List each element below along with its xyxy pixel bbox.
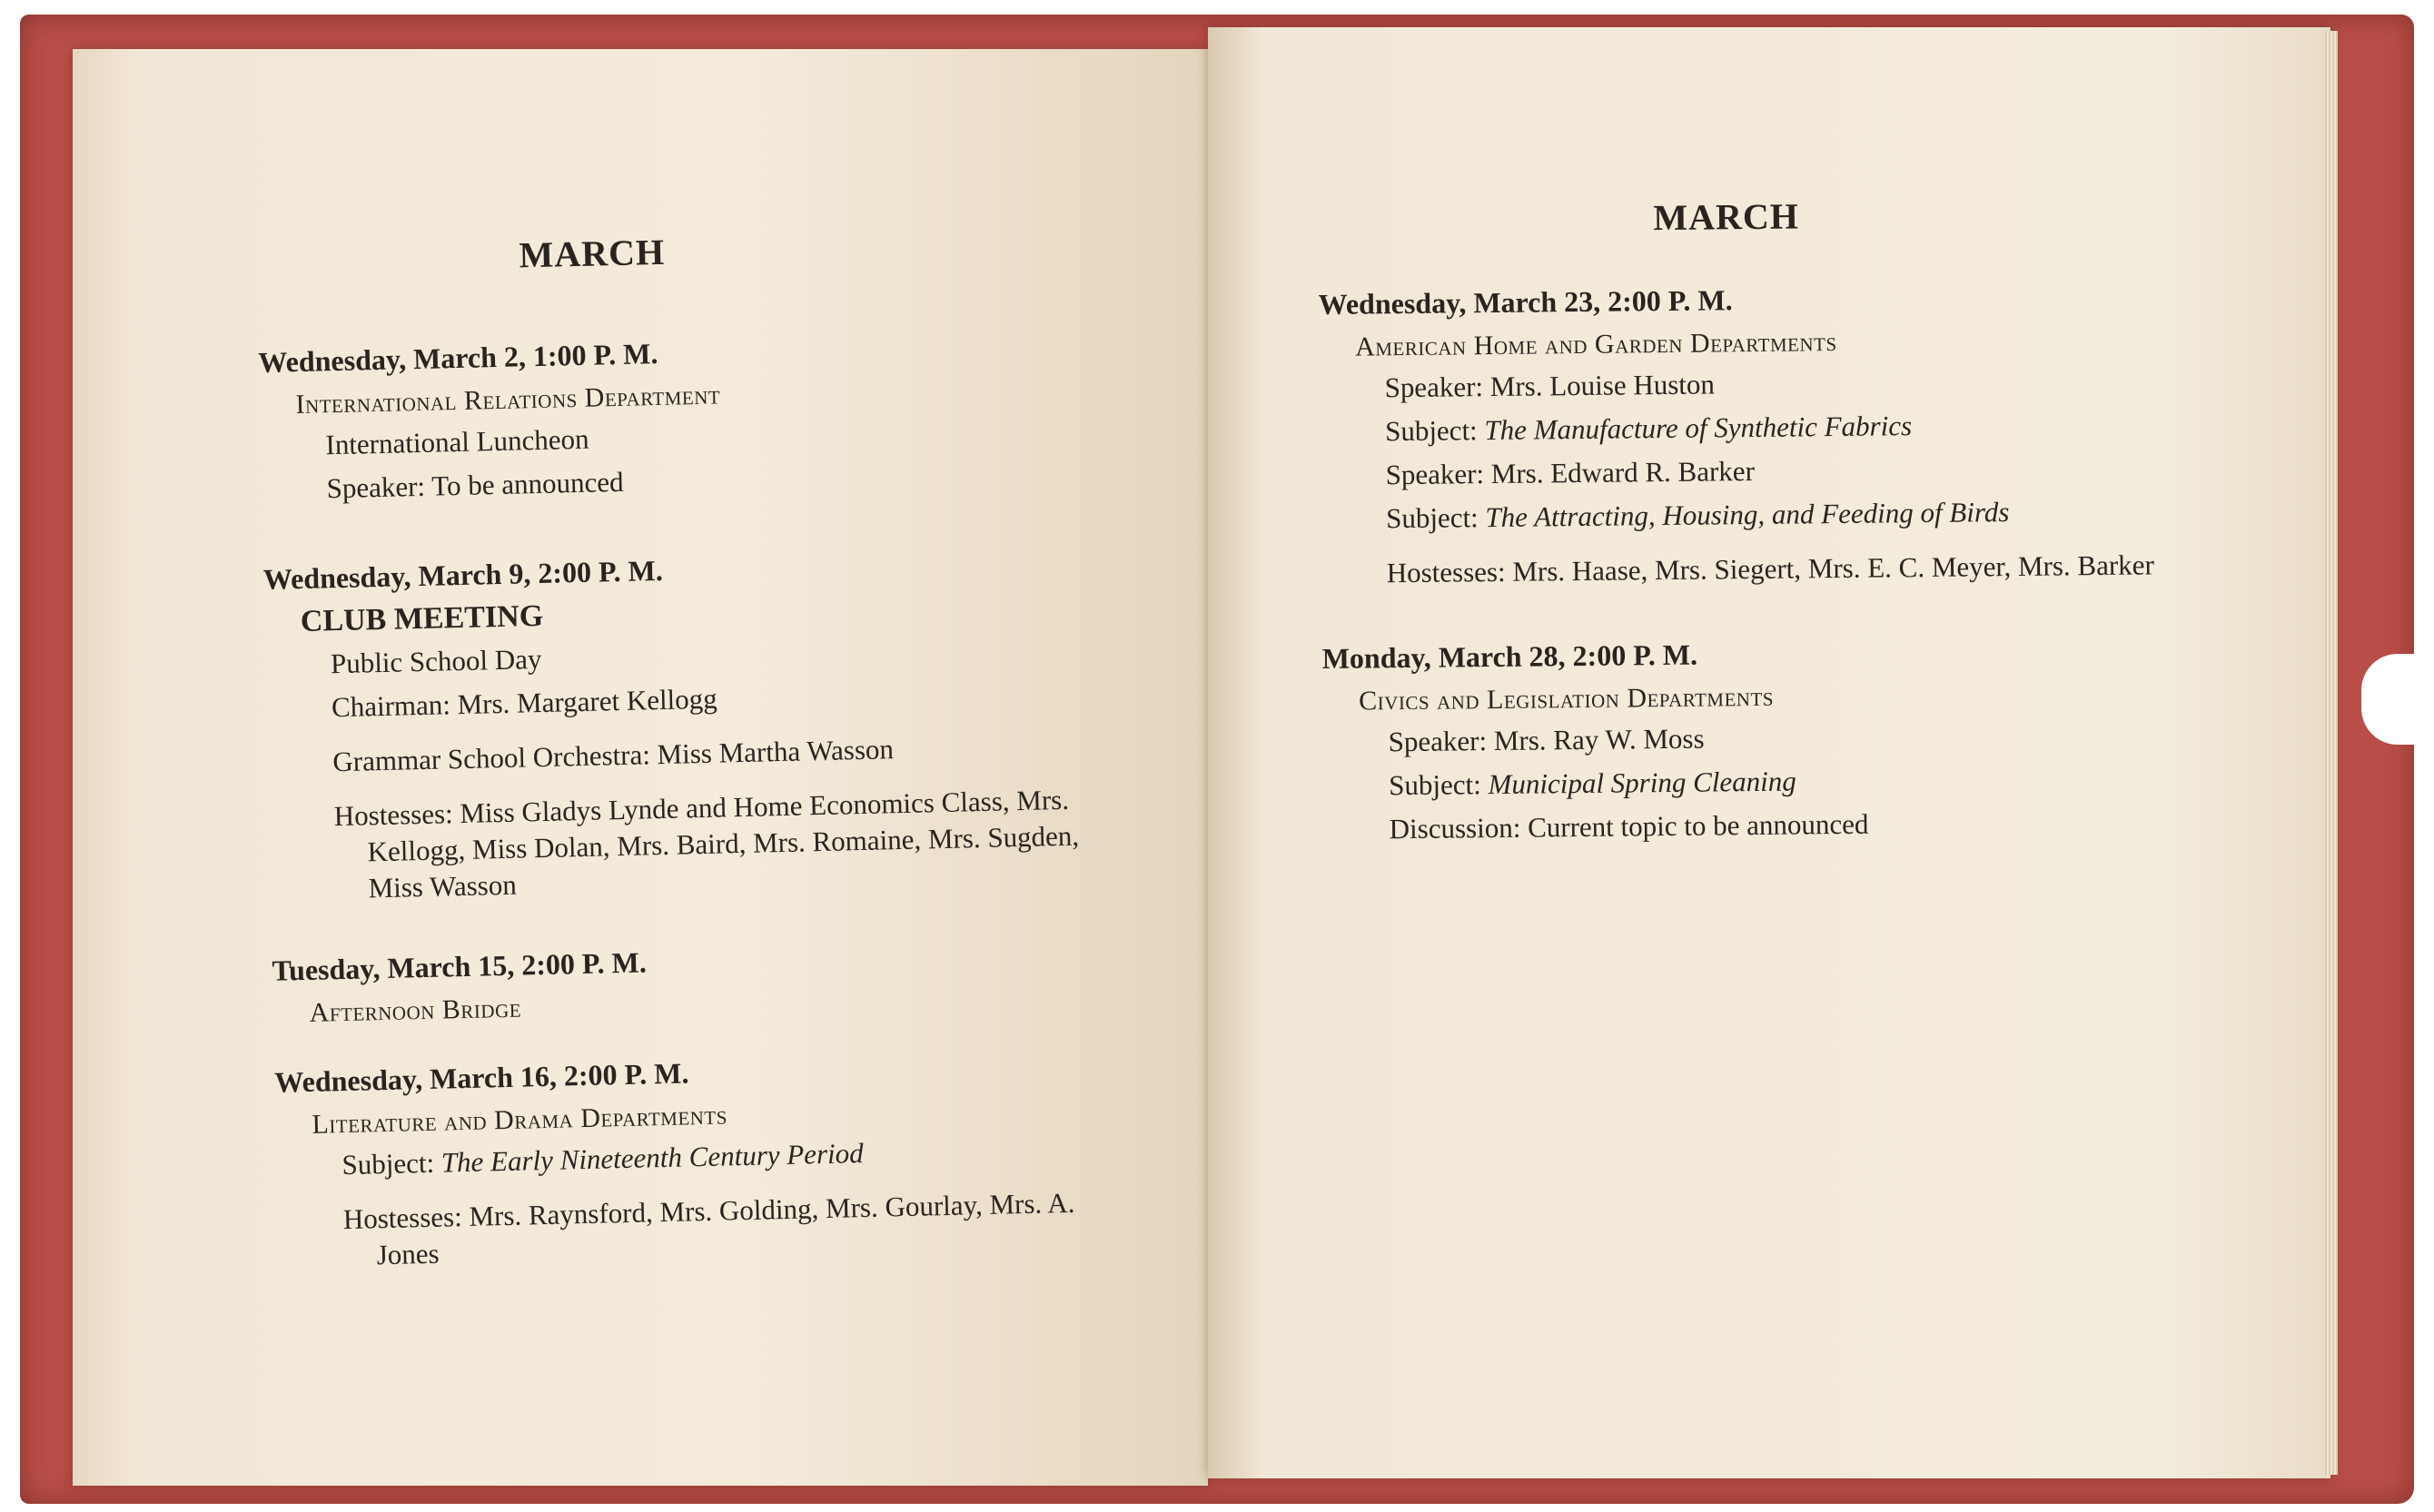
event-hostesses: Hostesses: Mrs. Haase, Mrs. Siegert, Mrs. E. C. Meyer, Mrs. Barker xyxy=(1386,548,2154,589)
event-march-2 xyxy=(258,324,1206,509)
event-march-23 xyxy=(1318,278,2283,592)
event-speaker: Speaker: Mrs. Edward R. Barker xyxy=(1385,454,1756,491)
left-page xyxy=(73,49,1208,1486)
event-department: Afternoon Bridge xyxy=(309,993,522,1028)
event-line: Speaker: To be announced xyxy=(326,465,624,505)
subject-title: The Early Nineteenth Century Period xyxy=(440,1137,865,1179)
page-title: MARCH xyxy=(519,231,666,276)
subject-prefix: Subject: xyxy=(1384,414,1478,448)
event-discussion: Discussion: Current topic to be announced xyxy=(1389,807,1869,845)
event-department: International Relations Department xyxy=(295,380,721,420)
event-department: Civics and Legislation Departments xyxy=(1359,681,1775,716)
event-subject xyxy=(1386,491,2283,537)
event-department: American Home and Garden Departments xyxy=(1354,327,1837,362)
event-club-meeting: CLUB MEETING xyxy=(300,598,544,638)
event-subject xyxy=(1389,758,2286,804)
event-date: Wednesday, March 23, 2:00 P. M. xyxy=(1318,283,1733,321)
event-line: Chairman: Mrs. Margaret Kellogg xyxy=(331,682,718,724)
subject-title: The Attracting, Housing, and Feeding of Birds xyxy=(1485,496,2010,534)
event-date: Monday, March 28, 2:00 P. M. xyxy=(1321,637,1698,675)
event-department: Literature and Drama Departments xyxy=(312,1100,728,1140)
page-title: MARCH xyxy=(1653,195,1800,239)
cover-notch xyxy=(2361,654,2425,745)
event-date: Wednesday, March 2, 1:00 P. M. xyxy=(258,336,658,379)
right-page xyxy=(1208,27,2330,1478)
left-page-content xyxy=(254,163,1223,1275)
subject-prefix: Subject: xyxy=(1385,501,1479,535)
subject-prefix: Subject: xyxy=(341,1146,435,1181)
subject-title: The Manufacture of Synthetic Fabrics xyxy=(1484,410,1913,447)
event-speaker: Speaker: Mrs. Louise Huston xyxy=(1384,368,1716,404)
page-edges xyxy=(2325,31,2338,1475)
right-page-content xyxy=(1317,153,2287,848)
event-date: Tuesday, March 15, 2:00 P. M. xyxy=(272,945,648,987)
event-date: Wednesday, March 16, 2:00 P. M. xyxy=(274,1056,689,1099)
event-line: Grammar School Orchestra: Miss Martha Wasson xyxy=(332,733,895,778)
event-march-15 xyxy=(272,933,1218,1030)
event-speaker: Speaker: Mrs. Ray W. Moss xyxy=(1388,722,1705,758)
event-date: Wednesday, March 9, 2:00 P. M. xyxy=(262,553,664,596)
event-march-9 xyxy=(262,541,1214,908)
event-march-16 xyxy=(274,1044,1223,1276)
event-subject xyxy=(1385,404,2282,450)
event-line: International Luncheon xyxy=(325,422,589,461)
event-march-28 xyxy=(1322,632,2287,848)
event-line: Public School Day xyxy=(330,642,542,680)
event-hostesses: Hostesses: Miss Gladys Lynde and Home Economics Class, Mrs. Kellogg, Miss Dolan, Mrs. Baird, Mrs. Romaine, Mrs. Sugden, Miss Wasson xyxy=(333,783,1080,904)
subject-title: Municipal Spring Cleaning xyxy=(1488,765,1796,801)
subject-prefix: Subject: xyxy=(1388,768,1481,802)
event-hostesses: Hostesses: Mrs. Raynsford, Mrs. Golding, Mrs. Gourlay, Mrs. A. Jones xyxy=(342,1186,1075,1271)
